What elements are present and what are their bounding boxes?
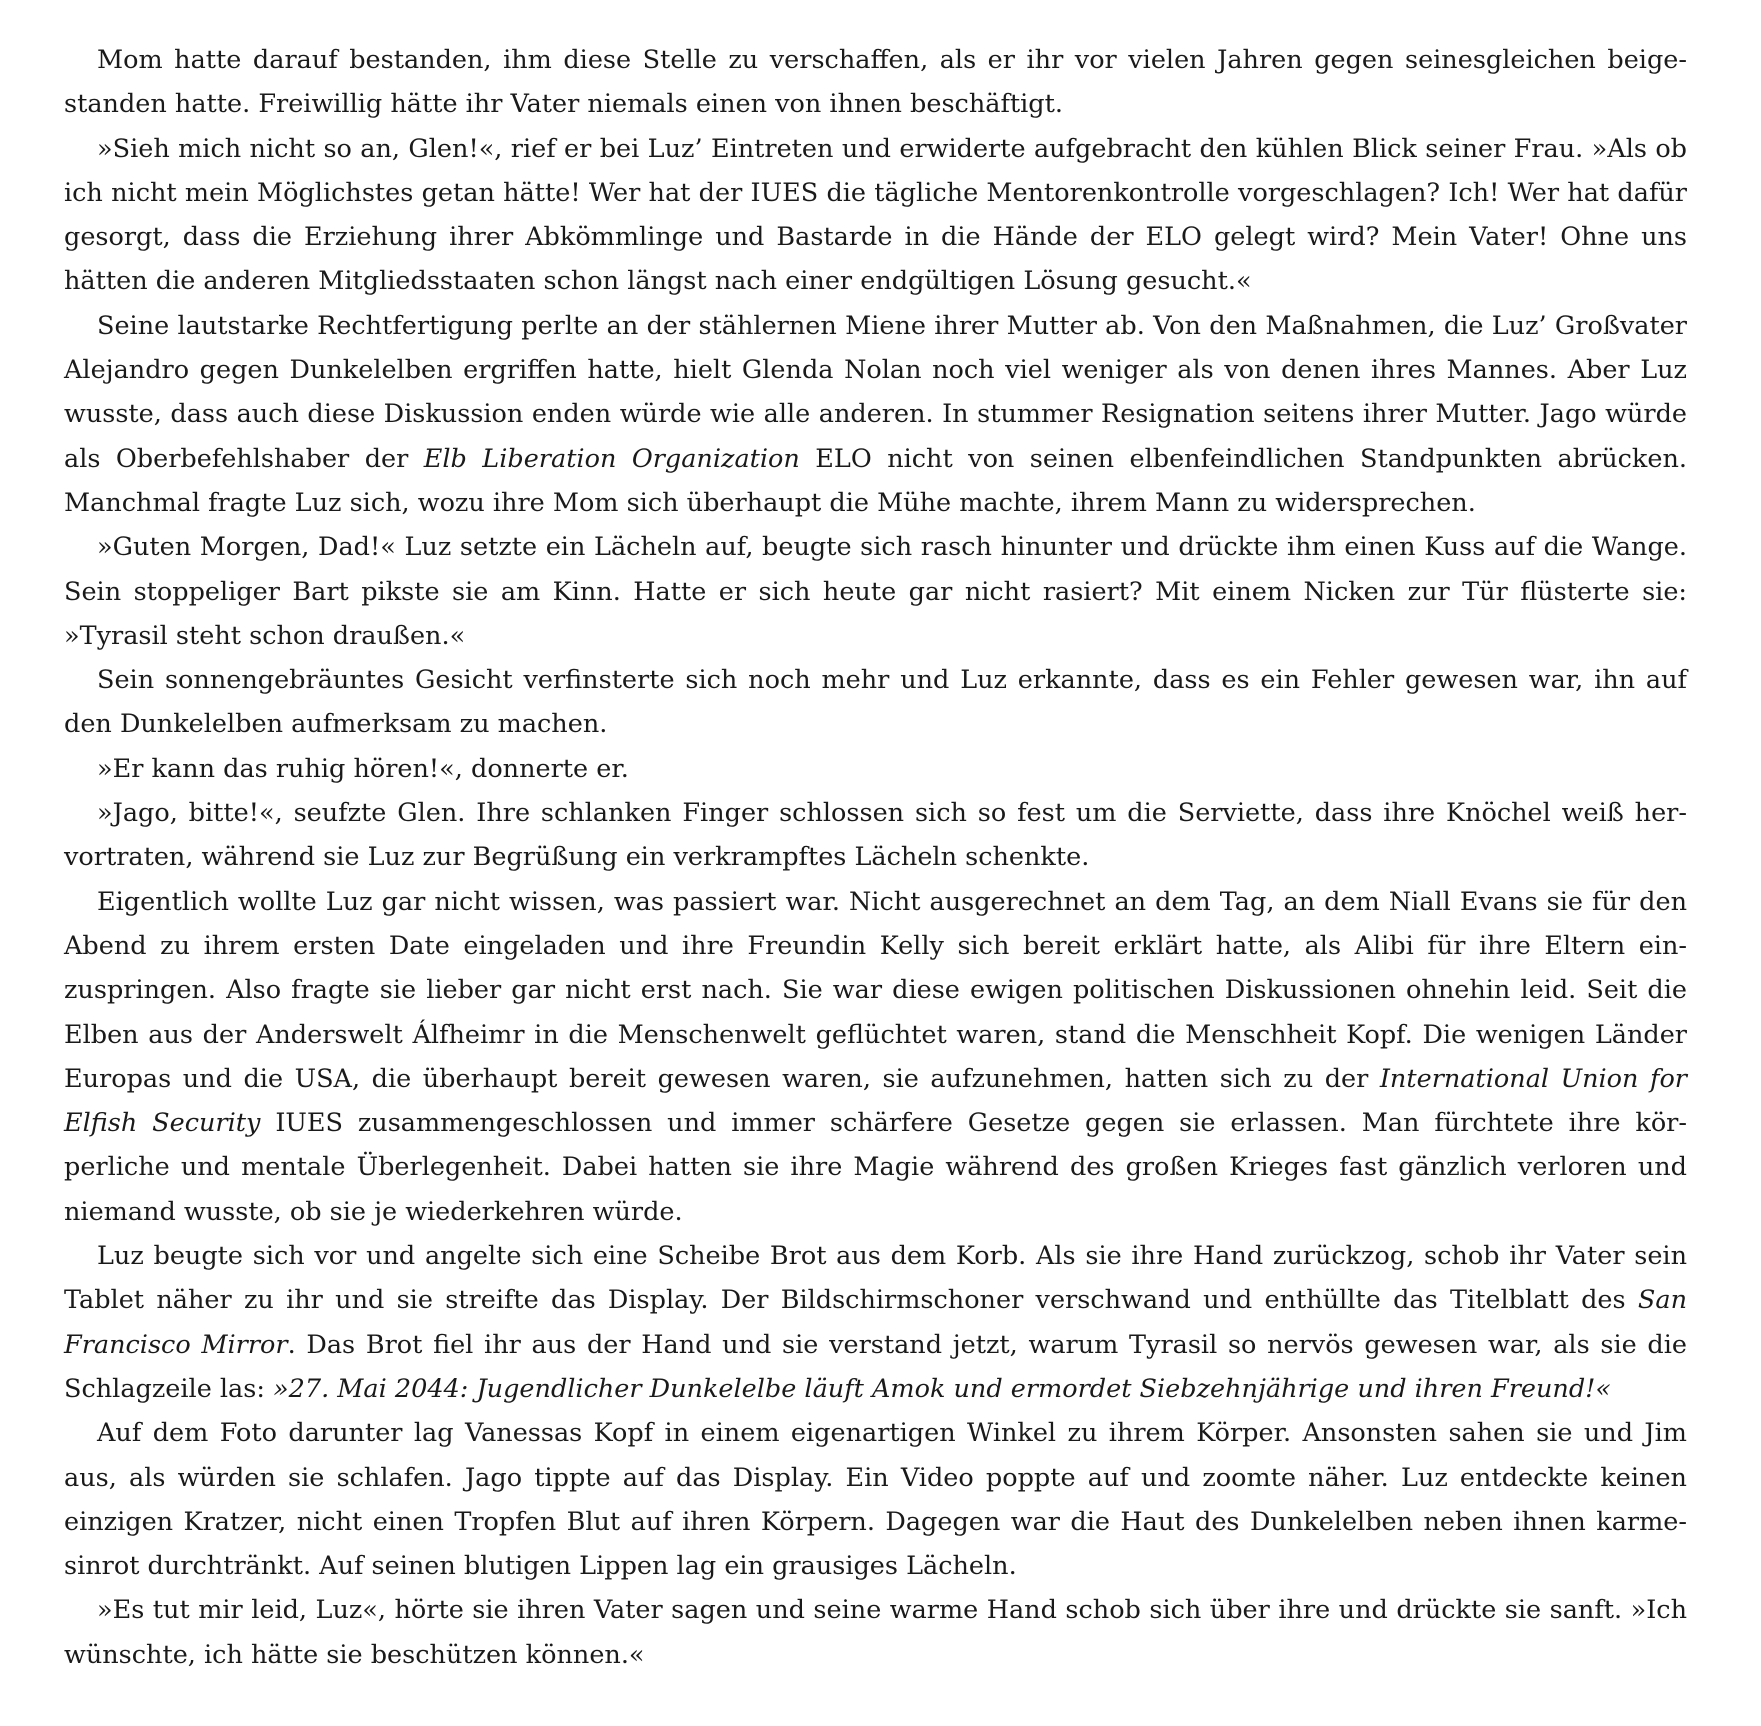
text-run: »Es tut mir leid, Luz«, hörte sie ihren Vater sagen und seine warme Hand schob sich über ihre und drückte sie sanft. »Ich wünschte, ich hätte sie beschützen können.« xyxy=(64,1595,1687,1670)
text-run: Sein sonnengebräuntes Gesicht verfinsterte sich noch mehr und Luz erkannte, dass es ein Fehler gewesen war, ihn auf den Dunkelelben aufmerksam zu machen. xyxy=(64,665,1687,740)
text-run: Eigentlich wollte Luz gar nicht wissen, was passiert war. Nicht ausgerechnet an dem Tag, an dem Niall Evans sie für den Abend zu ihrem ersten Date eingeladen und ihre Freundin Kelly sich bereit erklärt hatte, als Alibi für ihre Eltern einzuspringen. Also fragte sie lieber gar nicht erst nach. Sie war diese ewigen politischen Diskussionen ohnehin leid. Seit die Elben aus der Anderswelt Álfheimr in die Menschenwelt geflüchtet waren, stand die Menschheit Kopf. Die wenigen Länder Europas und die USA, die überhaupt bereit gewesen waren, sie aufzunehmen, hatten sich zu der xyxy=(64,886,1687,1094)
text-run: Mom hatte darauf bestanden, ihm diese Stelle zu verschaffen, als er ihr vor vielen Jahren gegen seinesgleichen beigestanden hatte. Freiwillig hätte ihr Vater niemals einen von ihnen beschäftigt. xyxy=(64,45,1687,120)
text-run: IUES zusammengeschlossen und immer schärfere Gesetze gegen sie erlassen. Man fürchtete ihre körperliche und mentale Überlegenheit. Dabei hatten sie ihre Magie während des großen Krieges fast gänzlich verloren und niemand wusste, ob sie je wiederkehren würde. xyxy=(64,1108,1687,1227)
text-run: Auf dem Foto darunter lag Vanessas Kopf in einem eigenartigen Winkel zu ihrem Körper. Ansonsten sahen sie und Jim aus, als würden sie schlafen. Jago tippte auf das Display. Ein Video poppte auf und zoomte näher. Luz entdeckte keinen einzigen Kratzer, nicht einen Tropfen Blut auf ihren Körpern. Dagegen war die Haut des Dunkelelben neben ihnen karmesinrot durchtränkt. Auf seinen blutigen Lippen lag ein grausiges Lächeln. xyxy=(64,1418,1687,1582)
paragraph xyxy=(64,1411,1687,1588)
text-run: »Jago, bitte!«, seufzte Glen. Ihre schlanken Finger schlossen sich so fest um die Serviette, dass ihre Knöchel weiß hervortraten, während sie Luz zur Begrüßung ein verkrampftes Lächeln schenkte. xyxy=(64,798,1687,873)
paragraph xyxy=(64,304,1687,525)
text-run: »Sieh mich nicht so an, Glen!«, rief er bei Luz’ Eintreten und erwiderte aufgebracht den kühlen Blick seiner Frau. »Als ob ich nicht mein Möglichstes getan hätte! Wer hat der IUES die tägliche Mentorenkontrolle vorgeschlagen? Ich! Wer hat dafür gesorgt, dass die Erziehung ihrer Abkömmlinge und Bastarde in die Hände der ELO gelegt wird? Mein Vater! Ohne uns hätten die anderen Mitgliedsstaaten schon längst nach einer endgültigen Lösung gesucht.« xyxy=(64,133,1687,297)
text-run: »Er kann das ruhig hören!«, donnerte er. xyxy=(97,753,629,784)
text-run: ELO nicht von seinen elbenfeindlichen Standpunkten abrücken. Manchmal fragte Luz sich, wozu ihre Mom sich überhaupt die Mühe machte, ihrem Mann zu widersprechen. xyxy=(64,443,1688,518)
paragraph xyxy=(64,38,1687,127)
paragraph xyxy=(64,1234,1687,1411)
paragraph xyxy=(64,658,1687,747)
paragraph xyxy=(64,1588,1687,1677)
paragraph xyxy=(64,127,1687,304)
text-run: Seine lautstarke Rechtfertigung perlte an der stählernen Miene ihrer Mutter ab. Von den Maßnahmen, die Luz’ Großvater Alejandro gegen Dunkelelben ergriffen hatte, hielt Glenda Nolan noch viel weniger als von denen ihres Mannes. Aber Luz wusste, dass auch diese Diskussion enden würde wie alle anderen. In stummer Resignation seitens ihrer Mutter. Jago würde als Oberbefehlshaber der xyxy=(64,310,1687,474)
text-run: »Guten Morgen, Dad!« Luz setzte ein Lächeln auf, beugte sich rasch hinunter und drückte ihm einen Kuss auf die Wange. Sein stoppeliger Bart pikste sie am Kinn. Hatte er sich heute gar nicht rasiert? Mit einem Nicken zur Tür flüsterte sie: »Tyrasil steht schon draußen.« xyxy=(64,532,1687,651)
paragraph xyxy=(64,791,1687,880)
paragraph xyxy=(64,525,1687,658)
text-body xyxy=(64,38,1687,1677)
text-run: Luz beugte sich vor und angelte sich eine Scheibe Brot aus dem Korb. Als sie ihre Hand zurückzog, schob ihr Vater sein Tablet näher zu ihr und sie streifte das Display. Der Bildschirmschoner verschwand und enthüllte das Titelblatt des xyxy=(64,1241,1687,1316)
italic-text: San Francisco Mirror xyxy=(64,1285,1687,1360)
italic-text: Elb Liberation Organization xyxy=(423,443,800,474)
italic-text: »27. Mai 2044: Jugendlicher Dunkelelbe läuft Amok und ermordet Siebzehnjährige und ihren Freund!« xyxy=(273,1373,1612,1404)
italic-text: International Union for Elfish Security xyxy=(64,1063,1687,1139)
paragraph xyxy=(64,880,1687,1234)
text-run: . Das Brot fiel ihr aus der Hand und sie verstand jetzt, warum Tyrasil so nervös gewesen war, als sie die Schlagzeile las: xyxy=(64,1329,1687,1404)
paragraph xyxy=(64,747,1687,791)
